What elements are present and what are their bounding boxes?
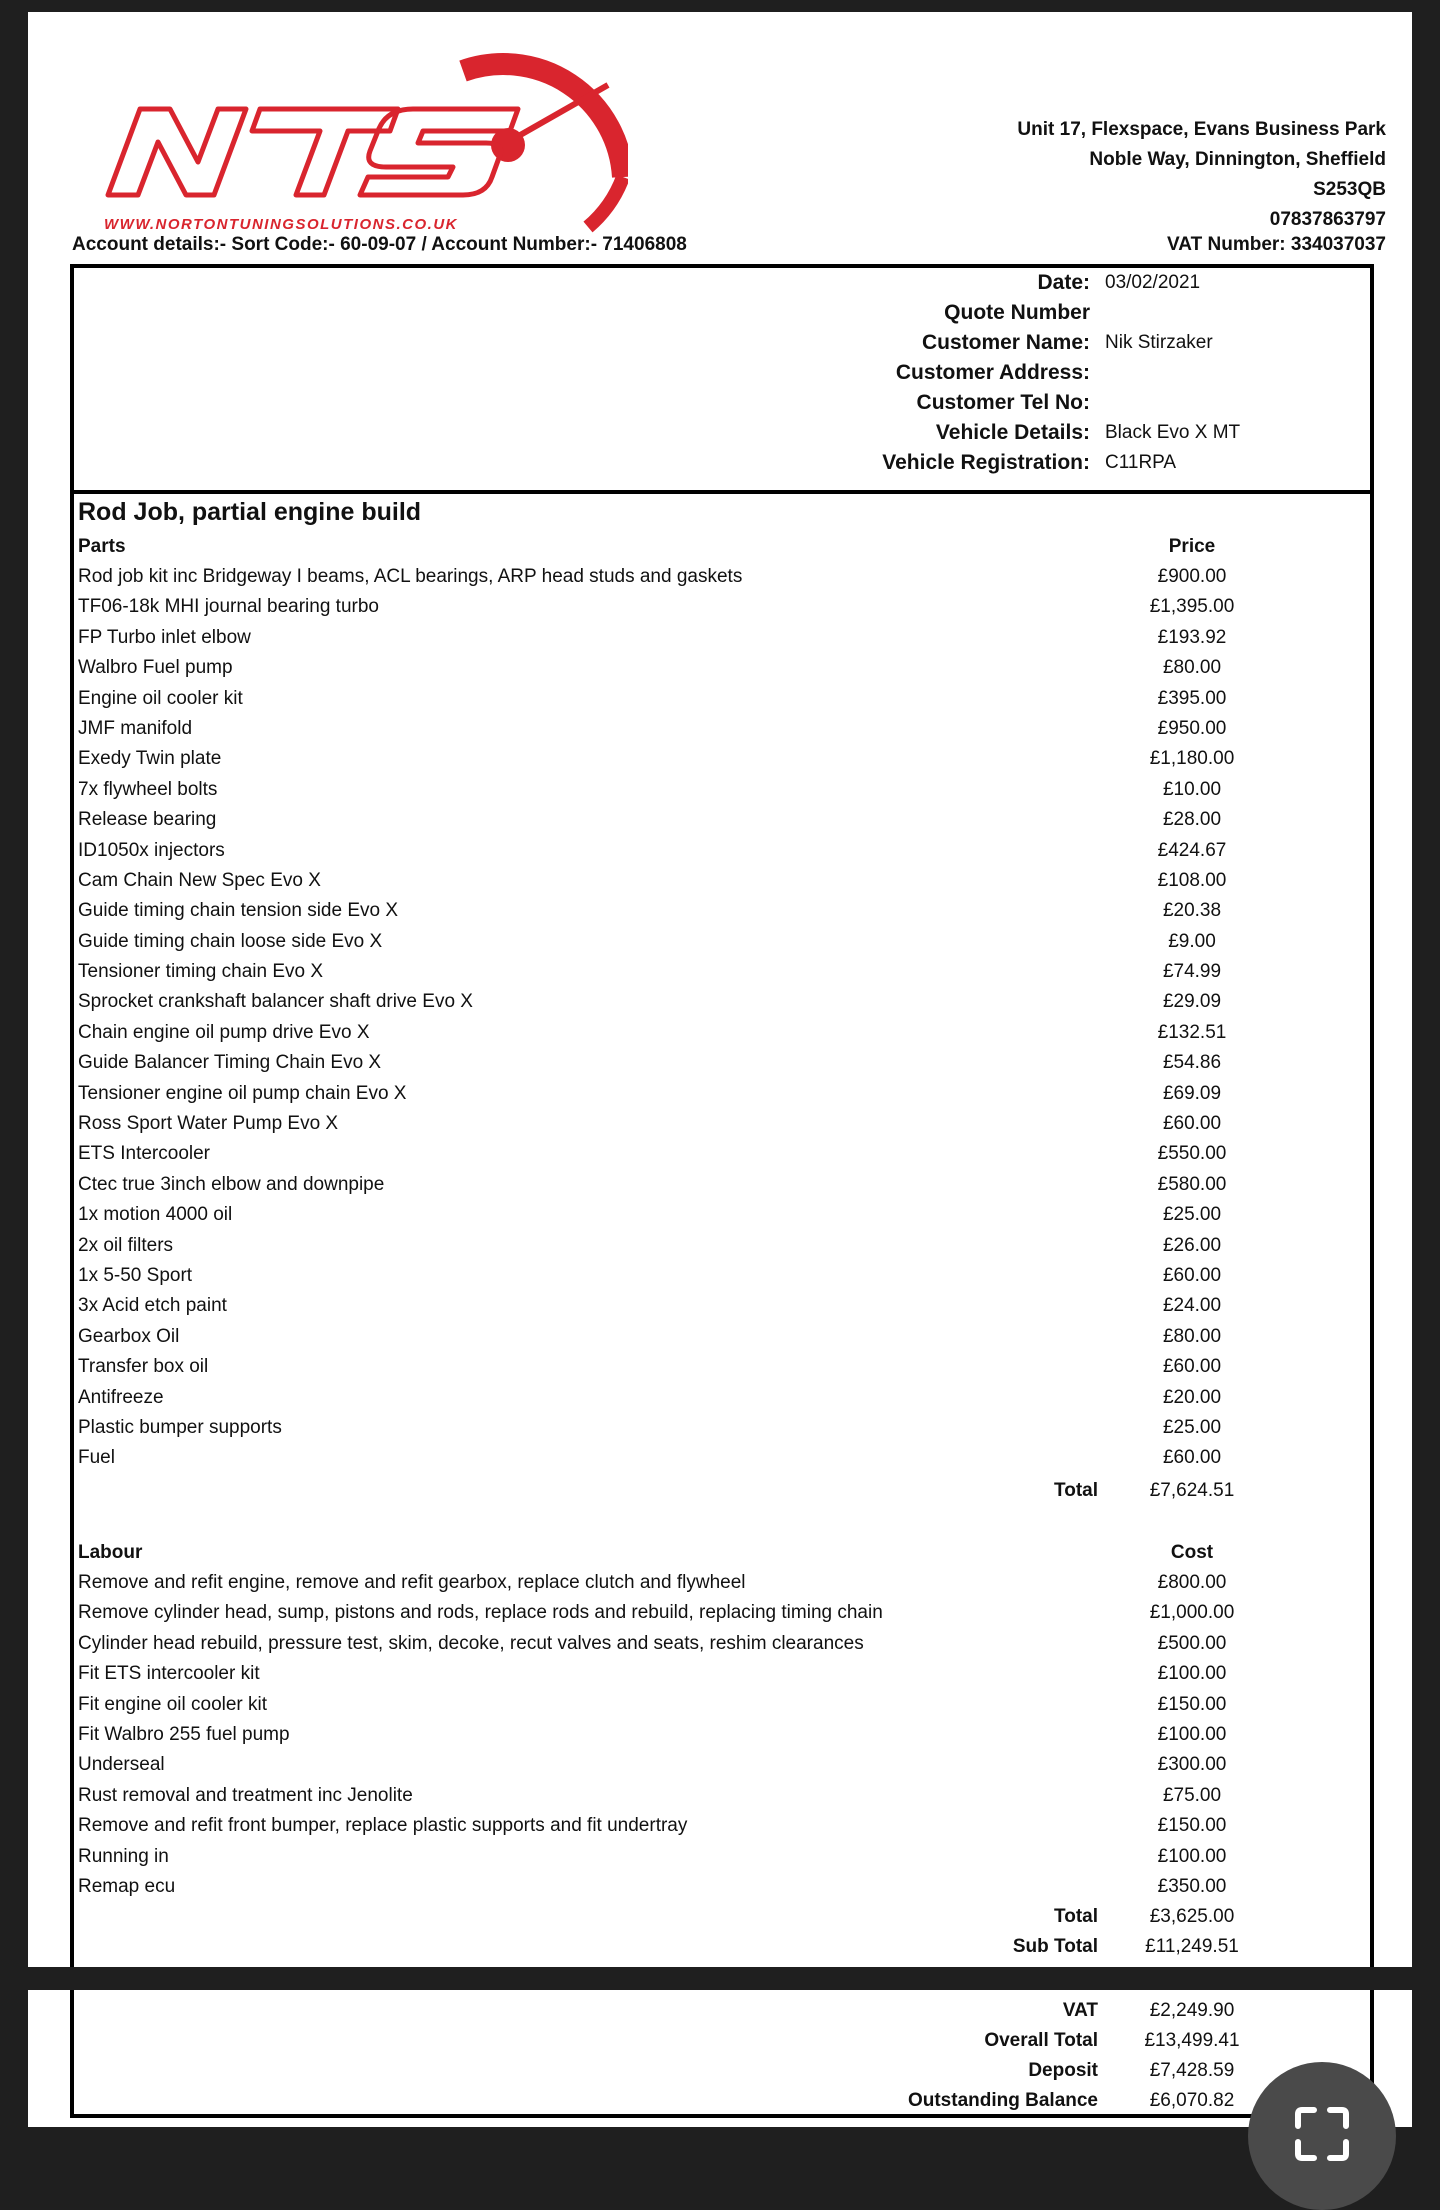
labour-item-description: Running in — [78, 1845, 169, 1867]
price-column-heading: Price — [1168, 536, 1216, 557]
part-amount: £54.86 — [1162, 1052, 1222, 1074]
job-title: Rod Job, partial engine build — [78, 498, 422, 526]
part-amount: £1,395.00 — [1149, 596, 1235, 618]
sub-total — [74, 1932, 1370, 1962]
phone-number: 07837863797 — [1269, 209, 1386, 230]
part-row — [74, 927, 1370, 957]
labour-list — [74, 1568, 1370, 1902]
customer-address-label: Customer Address: — [895, 361, 1090, 384]
part-amount: £20.00 — [1162, 1386, 1222, 1408]
summary-box — [70, 1990, 1374, 2118]
part-row — [74, 775, 1370, 805]
vehicle-details-value: Black Evo X MT — [1105, 422, 1241, 443]
outstanding-balance-label: Outstanding Balance — [907, 2090, 1098, 2111]
labour-item-amount: £350.00 — [1157, 1875, 1227, 1897]
labour-heading: Labour — [78, 1542, 143, 1563]
part-description: FP Turbo inlet elbow — [78, 626, 251, 648]
address-line: S253QB — [1313, 179, 1386, 200]
part-row — [74, 1322, 1370, 1352]
part-amount: £29.09 — [1162, 991, 1222, 1013]
part-description: Gearbox Oil — [78, 1325, 180, 1347]
vehicle-registration-value: C11RPA — [1105, 452, 1177, 473]
screenshot-button[interactable] — [1248, 2062, 1396, 2210]
part-description: JMF manifold — [78, 717, 193, 739]
part-amount: £60.00 — [1162, 1447, 1222, 1469]
overall-total-value: £13,499.41 — [1144, 2030, 1240, 2051]
customer-name-value: Nik Stirzaker — [1105, 332, 1213, 353]
quote-page-2 — [28, 1990, 1412, 2127]
part-description: Transfer box oil — [78, 1356, 209, 1378]
part-amount: £193.92 — [1157, 626, 1227, 648]
part-row — [74, 987, 1370, 1017]
part-description: Ctec true 3inch elbow and downpipe — [78, 1173, 385, 1195]
part-amount: £132.51 — [1157, 1021, 1227, 1043]
parts-total — [74, 1476, 1370, 1506]
part-row — [74, 714, 1370, 744]
labour-item-description: Rust removal and treatment inc Jenolite — [78, 1784, 413, 1806]
labour-total-label: Total — [1054, 1906, 1098, 1927]
part-row — [74, 1048, 1370, 1078]
date-label: Date: — [1037, 271, 1090, 294]
svg-text:WWW.NORTONTUNINGSOLUTIONS.CO.U: WWW.NORTONTUNINGSOLUTIONS.CO.UK — [104, 216, 458, 233]
parts-total-label: Total — [1054, 1480, 1098, 1501]
part-amount: £550.00 — [1157, 1143, 1227, 1165]
part-amount: £26.00 — [1162, 1234, 1222, 1256]
part-row — [74, 1018, 1370, 1048]
part-description: Plastic bumper supports — [78, 1416, 282, 1438]
part-amount: £69.09 — [1162, 1082, 1222, 1104]
part-description: Guide Balancer Timing Chain Evo X — [78, 1052, 382, 1074]
part-row — [74, 744, 1370, 774]
address-line: Noble Way, Dinnington, Sheffield — [1089, 149, 1386, 170]
outstanding-balance-value: £6,070.82 — [1149, 2090, 1235, 2111]
part-description: Guide timing chain tension side Evo X — [78, 900, 399, 922]
part-row — [74, 592, 1370, 622]
labour-item-row — [74, 1811, 1370, 1841]
part-description: Release bearing — [78, 809, 217, 831]
labour-item-description: Fit ETS intercooler kit — [78, 1663, 260, 1685]
part-amount: £108.00 — [1157, 869, 1227, 891]
labour-item-amount: £100.00 — [1157, 1663, 1227, 1685]
part-description: 3x Acid etch paint — [78, 1295, 227, 1317]
part-row — [74, 1443, 1370, 1473]
part-row — [74, 1383, 1370, 1413]
part-amount: £900.00 — [1157, 566, 1227, 587]
labour-item-row — [74, 1781, 1370, 1811]
nts-logo — [68, 27, 628, 257]
labour-item-row — [74, 1720, 1370, 1750]
part-amount: £24.00 — [1162, 1295, 1222, 1317]
part-row — [74, 836, 1370, 866]
labour-item-row — [74, 1629, 1370, 1659]
vat-number: VAT Number: 334037037 — [1167, 234, 1386, 255]
part-row — [74, 623, 1370, 653]
part-amount: £60.00 — [1162, 1264, 1222, 1286]
part-amount: £28.00 — [1162, 809, 1222, 831]
labour-item-row — [74, 1659, 1370, 1689]
part-row — [74, 1109, 1370, 1139]
company-address — [1017, 115, 1386, 235]
part-amount: £10.00 — [1162, 778, 1222, 800]
part-description: ETS Intercooler — [78, 1143, 210, 1165]
labour-item-row — [74, 1750, 1370, 1780]
labour-total-value: £3,625.00 — [1149, 1906, 1235, 1927]
labour-item-amount: £100.00 — [1157, 1845, 1227, 1867]
part-amount: £80.00 — [1162, 1325, 1222, 1347]
part-description: Chain engine oil pump drive Evo X — [78, 1021, 370, 1043]
part-amount: £25.00 — [1162, 1204, 1222, 1226]
quote-page — [28, 12, 1412, 1967]
labour-item-row — [74, 1568, 1370, 1598]
part-description: Tensioner engine oil pump chain Evo X — [78, 1082, 407, 1104]
labour-item-description: Fit engine oil cooler kit — [78, 1693, 268, 1715]
part-row — [74, 1291, 1370, 1321]
vat-value: £2,249.90 — [1149, 2000, 1235, 2021]
part-description: Antifreeze — [78, 1386, 164, 1408]
part-description: Cam Chain New Spec Evo X — [78, 869, 321, 891]
customer-tel-label: Customer Tel No: — [916, 391, 1090, 414]
labour-item-amount: £500.00 — [1157, 1632, 1227, 1654]
labour-item-description: Remove cylinder head, sump, pistons and rods, replace rods and rebuild, replacing timing chain — [78, 1602, 883, 1624]
part-amount: £395.00 — [1157, 687, 1227, 709]
part-amount: £950.00 — [1157, 717, 1227, 739]
quote-box — [70, 264, 1374, 1967]
quote-header — [74, 268, 1370, 494]
part-description: Engine oil cooler kit — [78, 687, 243, 709]
part-row — [74, 562, 1370, 592]
parts-total-value: £7,624.51 — [1149, 1480, 1235, 1501]
part-amount: £1,180.00 — [1149, 748, 1235, 770]
labour-item-description: Remap ecu — [78, 1875, 176, 1897]
part-row — [74, 684, 1370, 714]
labour-item-amount: £800.00 — [1157, 1572, 1227, 1593]
cost-column-heading: Cost — [1170, 1542, 1214, 1563]
part-description: Ross Sport Water Pump Evo X — [78, 1113, 339, 1135]
part-description: 1x motion 4000 oil — [78, 1204, 233, 1226]
part-row — [74, 866, 1370, 896]
labour-item-row — [74, 1872, 1370, 1902]
labour-item-row — [74, 1690, 1370, 1720]
labour-total — [74, 1902, 1370, 1932]
labour-item-amount: £1,000.00 — [1149, 1602, 1235, 1624]
sub-total-label: Sub Total — [1012, 1936, 1098, 1957]
part-row — [74, 1231, 1370, 1261]
quote-number-label: Quote Number — [944, 301, 1090, 324]
part-amount: £60.00 — [1162, 1356, 1222, 1378]
labour-item-description: Remove and refit engine, remove and refit gearbox, replace clutch and flywheel — [78, 1572, 746, 1593]
part-row — [74, 1352, 1370, 1382]
labour-item-description: Fit Walbro 255 fuel pump — [78, 1723, 290, 1745]
part-description: Fuel — [78, 1447, 115, 1469]
part-row — [74, 1200, 1370, 1230]
labour-item-amount: £150.00 — [1157, 1815, 1227, 1837]
customer-name-label: Customer Name: — [921, 331, 1090, 354]
part-row — [74, 1261, 1370, 1291]
part-description: ID1050x injectors — [78, 839, 225, 861]
part-row — [74, 1413, 1370, 1443]
part-description: 1x 5-50 Sport — [78, 1264, 193, 1286]
part-description: 7x flywheel bolts — [78, 778, 218, 800]
part-amount: £60.00 — [1162, 1113, 1222, 1135]
part-amount: £580.00 — [1157, 1173, 1227, 1195]
date-value: 03/02/2021 — [1105, 272, 1201, 293]
labour-item-description: Underseal — [78, 1754, 165, 1776]
deposit-label: Deposit — [1028, 2060, 1098, 2081]
part-row — [74, 896, 1370, 926]
part-description: Sprocket crankshaft balancer shaft drive Evo X — [78, 991, 473, 1013]
labour-item-amount: £75.00 — [1162, 1784, 1222, 1806]
part-row — [74, 805, 1370, 835]
part-description: TF06-18k MHI journal bearing turbo — [78, 596, 379, 618]
part-row — [74, 1139, 1370, 1169]
part-amount: £80.00 — [1162, 657, 1222, 679]
part-amount: £25.00 — [1162, 1416, 1222, 1438]
screenshot-crop-icon — [1290, 2102, 1354, 2166]
part-amount: £9.00 — [1168, 930, 1216, 952]
parts-heading: Parts — [78, 536, 126, 557]
vat-label: VAT — [1062, 2000, 1098, 2021]
part-description: Guide timing chain loose side Evo X — [78, 930, 383, 952]
part-row — [74, 1079, 1370, 1109]
sub-total-value: £11,249.51 — [1145, 1936, 1239, 1957]
address-line: Unit 17, Flexspace, Evans Business Park — [1017, 119, 1386, 140]
part-amount: £74.99 — [1162, 961, 1222, 983]
overall-total-label: Overall Total — [984, 2030, 1098, 2051]
labour-item-description: Cylinder head rebuild, pressure test, skim, decoke, recut valves and seats, reshim clearances — [78, 1632, 864, 1654]
part-row — [74, 1170, 1370, 1200]
part-row — [74, 653, 1370, 683]
part-description: Tensioner timing chain Evo X — [78, 961, 324, 983]
vehicle-details-label: Vehicle Details: — [935, 421, 1090, 444]
labour-item-description: Remove and refit front bumper, replace plastic supports and fit undertray — [78, 1815, 688, 1837]
part-amount: £424.67 — [1157, 839, 1227, 861]
part-row — [74, 957, 1370, 987]
labour-item-amount: £100.00 — [1157, 1723, 1227, 1745]
part-description: Walbro Fuel pump — [78, 657, 233, 679]
part-description: 2x oil filters — [78, 1234, 174, 1256]
part-amount: £20.38 — [1162, 900, 1222, 922]
deposit-value: £7,428.59 — [1149, 2060, 1235, 2081]
vehicle-registration-label: Vehicle Registration: — [882, 451, 1090, 474]
part-description: Exedy Twin plate — [78, 748, 222, 770]
parts-list — [74, 562, 1370, 1474]
labour-item-amount: £300.00 — [1157, 1754, 1227, 1776]
part-description: Rod job kit inc Bridgeway I beams, ACL bearings, ARP head studs and gaskets — [78, 566, 743, 587]
labour-item-row — [74, 1842, 1370, 1872]
labour-item-row — [74, 1598, 1370, 1628]
account-details: Account details:- Sort Code:- 60-09-07 / Account Number:- 71406808 — [72, 234, 687, 255]
labour-item-amount: £150.00 — [1157, 1693, 1227, 1715]
